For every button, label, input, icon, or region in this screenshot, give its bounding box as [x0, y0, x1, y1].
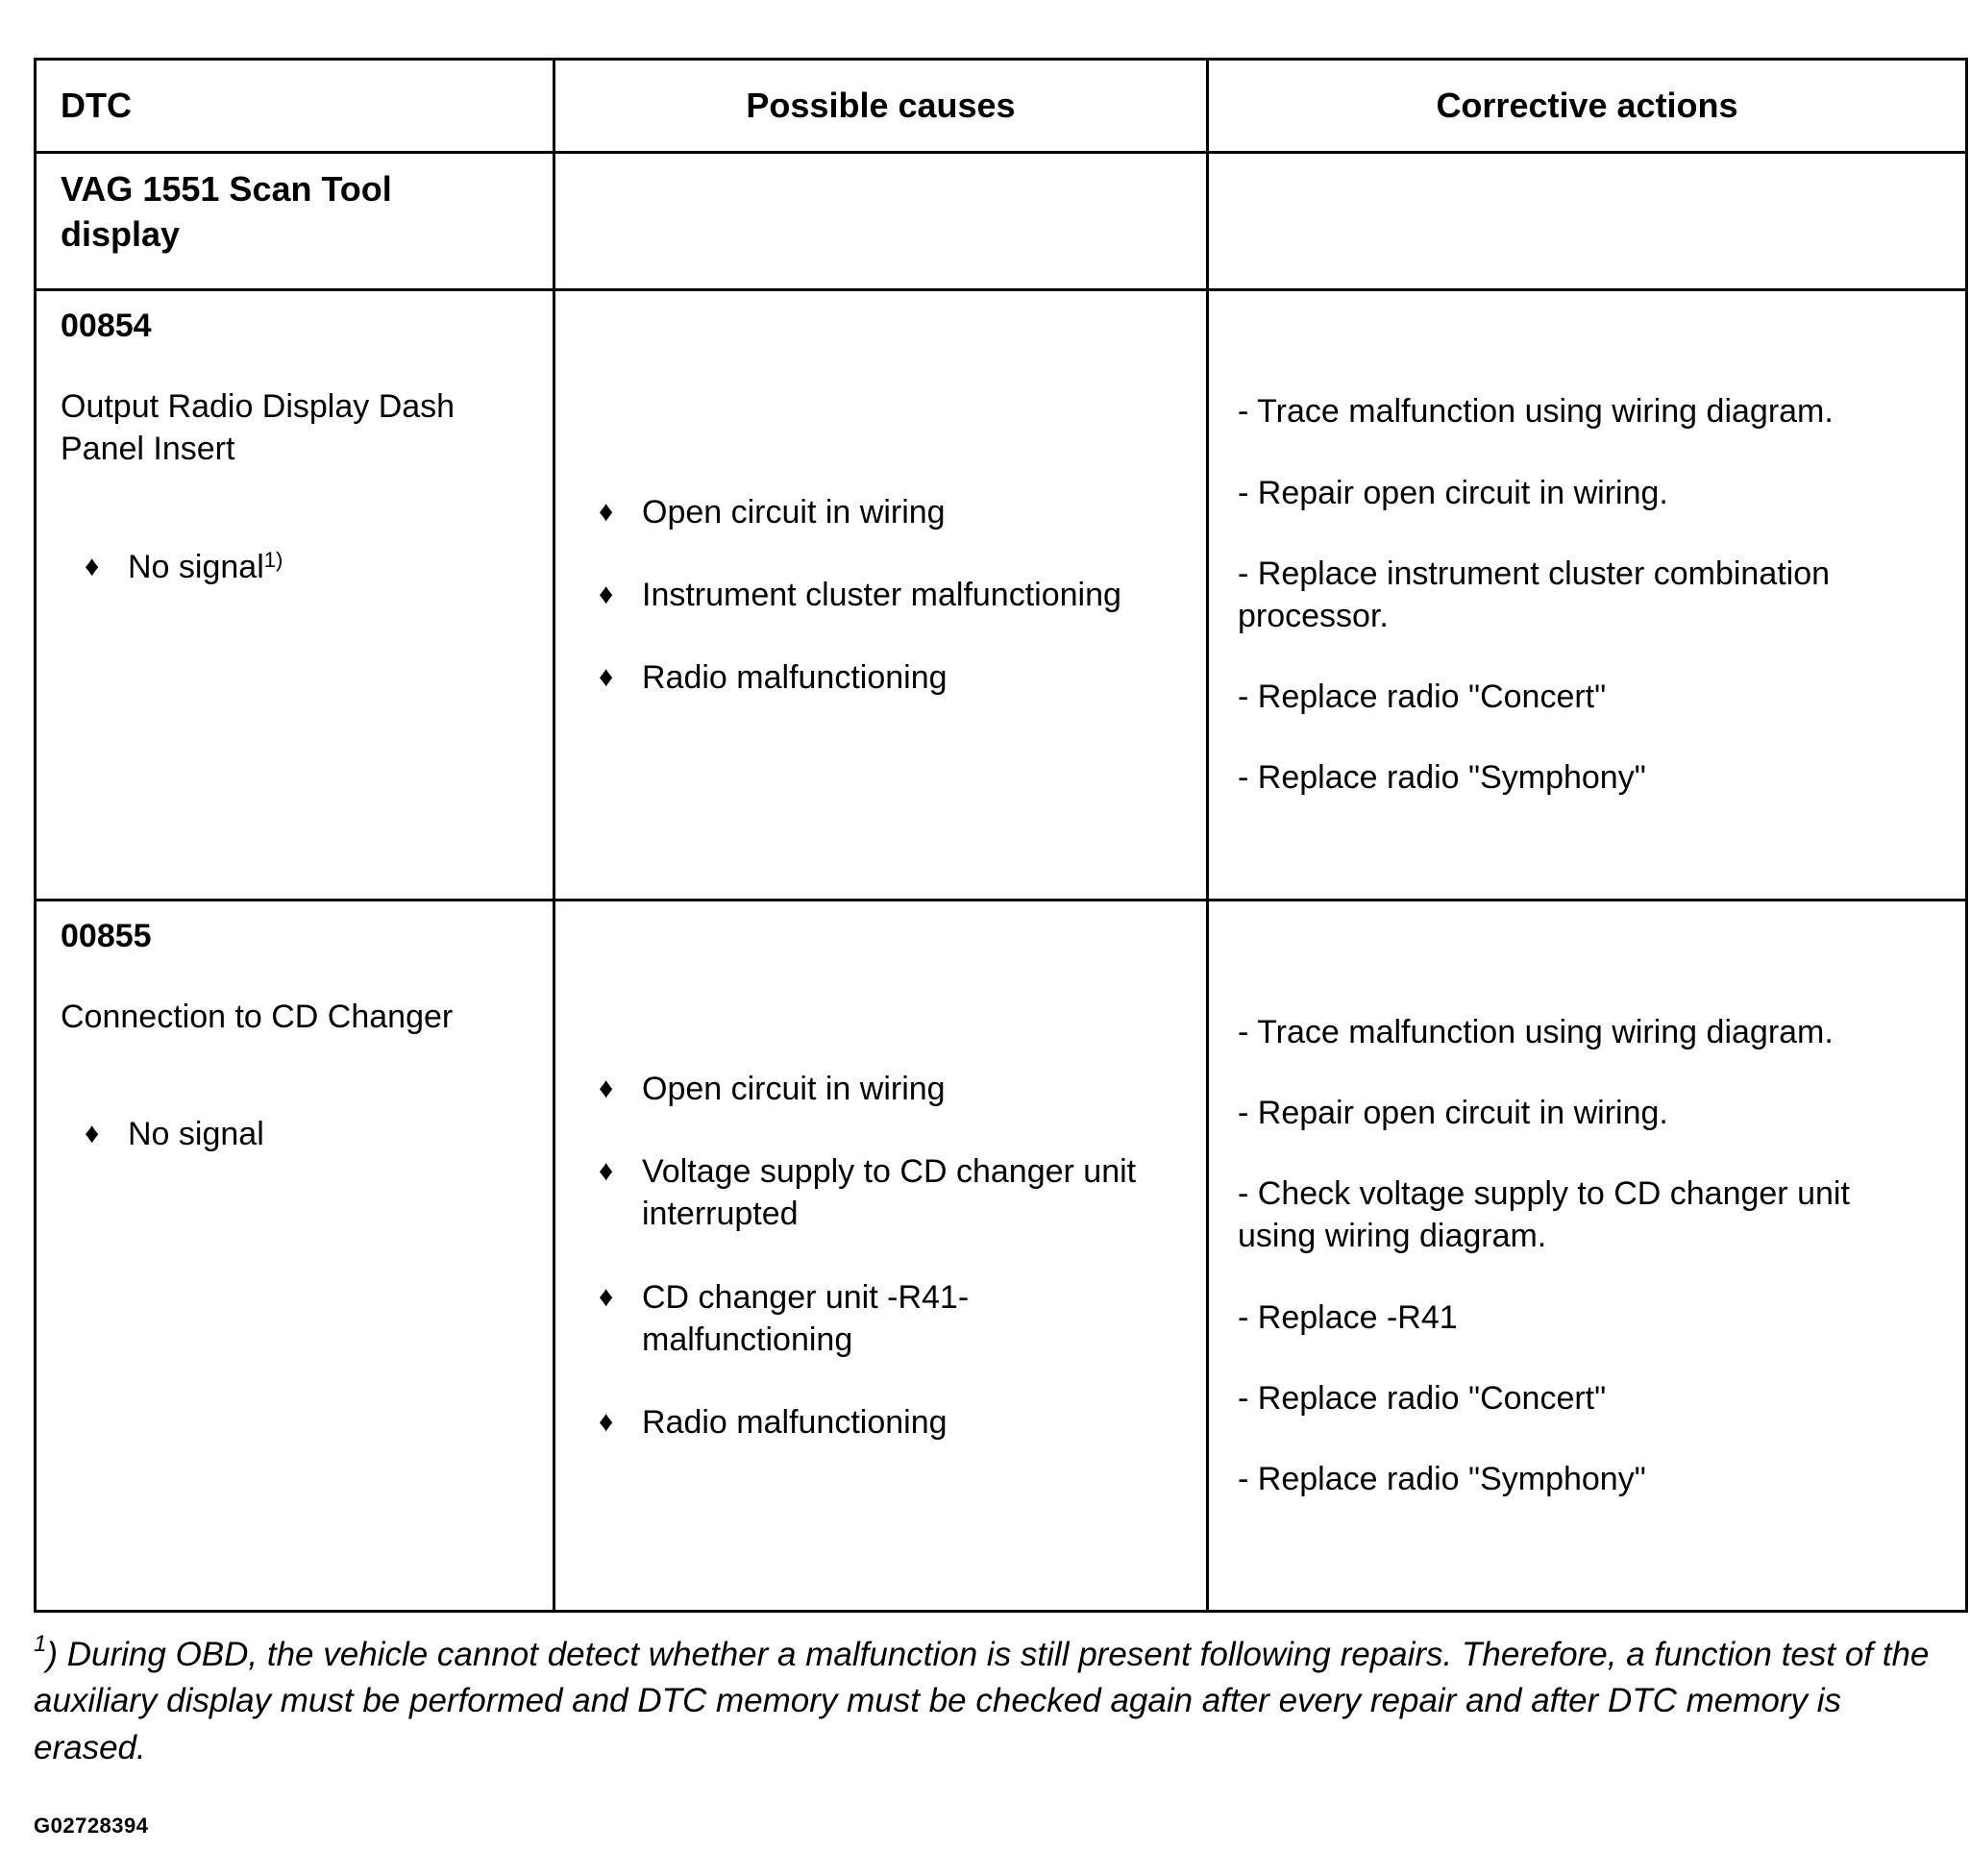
header-cell-possible-causes — [554, 60, 1208, 153]
action-item: - Repair open circuit in wiring. — [1238, 1095, 1668, 1132]
action-item: - Check voltage supply to CD changer unit using wiring diagram. — [1238, 1175, 1850, 1255]
cause-text: Open circuit in wiring — [642, 1070, 946, 1107]
cause-item — [599, 1068, 1148, 1110]
cause-item — [599, 1276, 1148, 1361]
cause-text: Voltage supply to CD changer unit interrupted — [642, 1153, 1137, 1233]
footnote-marker: 1 — [34, 1631, 47, 1658]
action-item: - Repair open circuit in wiring. — [1238, 474, 1668, 511]
possible-causes-cell — [554, 290, 1208, 901]
cause-text: CD changer unit -R41- malfunctioning — [642, 1278, 970, 1358]
cause-text: Radio malfunctioning — [642, 659, 948, 697]
signal-text — [128, 1113, 264, 1155]
signal-text — [128, 546, 283, 588]
diamond-bullet-icon: ♦ — [599, 1405, 614, 1438]
cause-item — [599, 1150, 1148, 1235]
col-header-possible-causes: Possible causes — [746, 85, 1016, 125]
diamond-bullet-icon: ♦ — [599, 1072, 614, 1104]
cause-item — [599, 656, 1148, 699]
dtc-table — [34, 58, 1968, 1613]
diamond-bullet-icon: ♦ — [599, 661, 614, 694]
empty-cell — [1208, 153, 1967, 290]
cause-item — [599, 491, 1148, 533]
diamond-bullet-icon: ♦ — [599, 495, 614, 528]
empty-cell — [554, 153, 1208, 290]
scan-tool-row — [36, 153, 1967, 290]
action-item: - Replace radio "Concert" — [1238, 679, 1607, 716]
figure-id: G02728394 — [34, 1814, 149, 1838]
cause-item — [599, 574, 1148, 616]
dtc-code: 00854 — [61, 308, 152, 344]
possible-causes-cell — [554, 901, 1208, 1612]
dtc-row-00855 — [36, 901, 1967, 1612]
header-cell-corrective-actions — [1208, 60, 1967, 153]
corrective-actions-cell — [1208, 290, 1967, 901]
footnote-text: ) During OBD, the vehicle cannot detect whether a malfunction is still present following repairs. Therefore, a function test of the auxiliary display must be performed and DTC memory must be checked again after every repair and after DTC memory is erased. — [34, 1636, 1930, 1766]
dtc-cell-00854 — [36, 290, 554, 901]
action-item: - Trace malfunction using wiring diagram. — [1238, 393, 1834, 431]
footnote — [34, 1632, 1946, 1771]
table-header-row — [36, 60, 1967, 153]
dtc-title: Output Radio Display Dash Panel Insert — [61, 388, 456, 468]
cause-text: Radio malfunctioning — [642, 1403, 948, 1441]
diamond-bullet-icon: ♦ — [599, 1280, 614, 1313]
action-item: - Replace radio "Symphony" — [1238, 759, 1646, 797]
scan-tool-cell — [36, 153, 554, 290]
diamond-bullet-icon: ♦ — [599, 578, 614, 610]
dtc-code: 00855 — [61, 918, 152, 954]
scan-tool-label: VAG 1551 Scan Tool display — [61, 169, 392, 254]
diamond-bullet-icon: ♦ — [85, 1118, 100, 1150]
header-cell-dtc — [36, 60, 554, 153]
diamond-bullet-icon: ♦ — [599, 1155, 614, 1188]
cause-text: Open circuit in wiring — [642, 493, 946, 531]
action-item: - Replace instrument cluster combination processor. — [1238, 555, 1831, 634]
dtc-row-00854 — [36, 290, 1967, 901]
signal-label: No signal — [128, 1116, 264, 1153]
cause-item — [599, 1401, 1148, 1444]
action-item: - Replace radio "Symphony" — [1238, 1460, 1646, 1497]
action-item: - Replace -R41 — [1238, 1298, 1458, 1336]
dtc-cell-00855 — [36, 901, 554, 1612]
signal-label: No signal — [128, 548, 264, 585]
action-item: - Trace malfunction using wiring diagram. — [1238, 1013, 1834, 1050]
cause-text: Instrument cluster malfunctioning — [642, 576, 1121, 613]
diamond-bullet-icon: ♦ — [85, 550, 100, 582]
action-item: - Replace radio "Concert" — [1238, 1379, 1607, 1417]
dtc-title: Connection to CD Changer — [61, 999, 454, 1036]
dtc-signal-line — [61, 546, 529, 588]
corrective-actions-cell — [1208, 901, 1967, 1612]
dtc-signal-line — [61, 1113, 529, 1155]
col-header-corrective-actions: Corrective actions — [1436, 85, 1738, 125]
col-header-dtc: DTC — [61, 85, 132, 125]
footnote-ref: 1) — [263, 548, 283, 573]
